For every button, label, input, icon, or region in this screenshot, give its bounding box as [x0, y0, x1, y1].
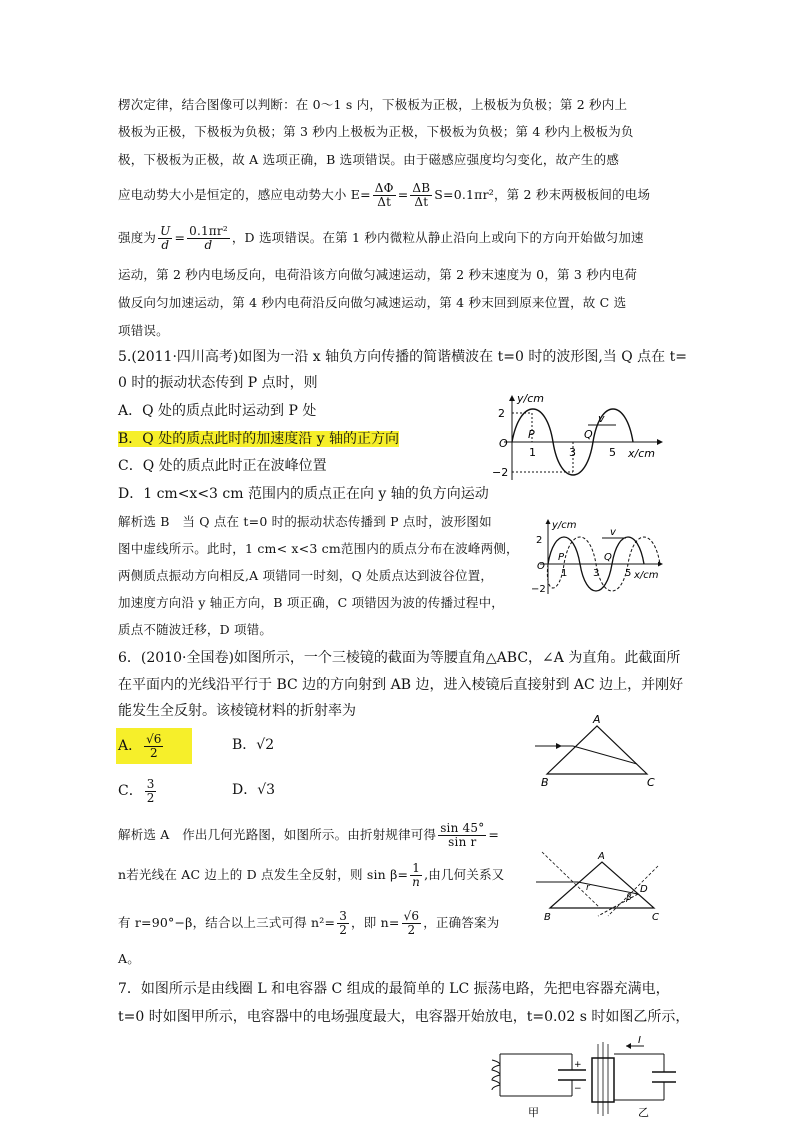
circuit-yi: [592, 1035, 676, 1119]
velocity-label: v: [610, 527, 616, 538]
y-min-label: −2: [492, 466, 509, 479]
vertex-a-label: A: [598, 851, 605, 862]
question-6-solution: A。: [118, 951, 140, 966]
y-axis-label: y/cm: [517, 392, 544, 405]
text-line: 运动，第 2 秒内电场反向，电荷沿该方向做匀减速运动，第 2 秒末速度为 0，第 3 秒内电荷: [118, 267, 638, 282]
question-5-solution: 加速度方向沿 y 轴正方向，B 项正确，C 项错因为波的传播过程中，: [118, 595, 505, 610]
question-5-option-c: C．Q 处的质点此时正在波峰位置: [118, 458, 327, 474]
text-line: 极板为正极，下极板为负极；第 3 秒内上极板为正极，下极板为负极；第 4 秒内上极板为负: [118, 124, 634, 139]
circuit-jia: [492, 1054, 586, 1119]
x-tick: 1: [529, 446, 536, 459]
point-d-label: D: [640, 884, 648, 895]
point-p-label: P: [558, 552, 565, 563]
x-axis-label: x/cm: [628, 447, 655, 460]
point-q-label: Q: [604, 552, 612, 563]
minus-label: −: [574, 1084, 582, 1094]
y-axis-label: y/cm: [552, 520, 577, 531]
y-min-label: −2: [531, 584, 546, 595]
x-axis-label: x/cm: [634, 570, 659, 581]
text-line-equation: 应电动势大小是恒定的，感应电动势大小 E= $\frac{\Delta\Phi}{\Delta t}$ = $\frac{\Delta B}{\Delta t}$ S=0.1πr²，第 2 秒末两极板间的电场: [118, 181, 651, 209]
wave-figure: [490, 390, 665, 488]
angle-r-label: r: [586, 883, 590, 893]
solution-prism-figure: [528, 850, 668, 922]
origin-label: O: [537, 561, 545, 572]
question-5-stem: 5.(2011·四川高考)如图为一沿 x 轴负方向传播的简谐横波在 t=0 时的波形图,当 Q 点在 t=: [118, 349, 687, 365]
question-6-option-a-highlighted: A． $\frac{√6}{2}$: [118, 731, 162, 760]
coil-icon: [492, 1060, 500, 1090]
normal-line: [542, 852, 600, 908]
question-6-stem: 能发生全反射。该棱镜材料的折射率为: [118, 703, 356, 719]
question-5-option-b-highlighted: B．Q 处的质点此时的加速度沿 y 轴的正方向: [118, 431, 400, 447]
text-line: 做反向匀加速运动，第 4 秒内电荷沿反向做匀减速运动，第 4 秒末回到原来位置，故 C 选: [118, 295, 627, 310]
x-tick: 3: [569, 446, 576, 459]
x-tick: 1: [561, 568, 568, 579]
prism-figure: [525, 712, 665, 788]
question-7-stem: t=0 时如图甲所示，电容器中的电场强度最大，电容器开始放电，t=0.02 s 时如图乙所示，: [118, 1009, 690, 1025]
text-line: 极，下极板为正极，故 A 选项正确，B 选项错误。由于磁感应强度均匀变化，故产生的感: [118, 152, 620, 167]
y-max-label: 2: [498, 407, 505, 420]
vertex-b-label: B: [541, 776, 549, 788]
x-tick: 5: [609, 446, 616, 459]
question-6-option-d: D．√3: [232, 782, 276, 798]
question-7-stem: 7．如图所示是由线圈 L 和电容器 C 组成的最简单的 LC 振荡电路，先把电容器充满电，: [118, 981, 670, 997]
text-line-equation: 强度为 $\frac{U}{d}$ = $\frac{\text{0.1πr²}}{d}$ ，D 选项错误。在第 1 秒内微粒从静止沿向上或向下的方向开始做匀加速: [118, 224, 644, 252]
y-max-label: 2: [536, 535, 543, 546]
question-6-solution: 解析选 A 作出几何光路图，如图所示。由折射规律可得 $\frac{\sin 45^\circ}{\text{sin r}}$ =: [118, 821, 500, 849]
question-6-solution: n若光线在 AC 边上的 D 点发生全反射，则 sin β= $\frac{1}{n}$ ,由几何关系又: [118, 861, 505, 889]
question-6-stem: 在平面内的光线沿平行于 BC 边的方向射到 AB 边，进入棱镜后直接射到 AC 边上，并刚好: [118, 677, 684, 693]
point-p-label: P: [528, 428, 535, 441]
question-5-solution: 质点不随波迁移，D 项错。: [118, 622, 273, 637]
prism-triangle: [550, 862, 654, 908]
question-6-option-c: C． $\frac{3}{2}$: [118, 776, 155, 805]
lc-circuit-figure: [488, 1034, 678, 1120]
figure-jia-label: 甲: [528, 1106, 539, 1119]
question-5-stem: 0 时的振动状态传到 P 点时，则: [118, 375, 318, 391]
angle-beta-label: β: [626, 893, 632, 903]
solution-wave-figure: [530, 516, 665, 598]
point-q-label: Q: [584, 428, 593, 441]
prism-triangle: [547, 726, 647, 774]
question-5-solution: 图中虚线所示。此时，1 cm< x<3 cm范围内的质点分布在波峰两侧，: [118, 541, 519, 556]
question-5-option-d: D．1 cm<x<3 cm 范围内的质点正在向 y 轴的负方向运动: [118, 486, 489, 502]
current-label: I: [638, 1035, 641, 1046]
question-5-solution: 解析选 B 当 Q 点在 t=0 时的振动状态传播到 P 点时，波形图如: [118, 514, 492, 529]
vertex-b-label: B: [544, 912, 551, 922]
x-tick: 5: [625, 568, 632, 579]
question-5-solution: 两侧质点振动方向相反,A 项错同一时刻，Q 处质点达到波谷位置，: [118, 568, 494, 583]
vertex-c-label: C: [652, 912, 659, 922]
figure-yi-label: 乙: [638, 1106, 649, 1119]
question-6-solution: 有 r=90°−β，结合以上三式可得 n²= $\frac{3}{2}$ ，即 n= $\frac{√6}{2}$ ，正确答案为: [118, 909, 500, 937]
plus-label: +: [574, 1060, 582, 1070]
x-tick: 3: [593, 568, 600, 579]
text-line: 项错误。: [118, 323, 169, 338]
question-5-option-a: A．Q 处的质点此时运动到 P 处: [118, 403, 317, 419]
vertex-a-label: A: [593, 713, 601, 726]
velocity-label: v: [598, 412, 605, 425]
vertex-c-label: C: [647, 776, 655, 788]
text-line: 楞次定律，结合图像可以判断：在 0～1 s 内，下极板为正极，上极板为负极；第 2 秒内上: [118, 97, 628, 112]
question-6-option-b: B．√2: [232, 737, 275, 753]
question-6-stem: 6．(2010·全国卷)如图所示，一个三棱镜的截面为等腰直角△ABC，∠A 为直角。此截面所: [118, 650, 681, 666]
origin-label: O: [499, 437, 508, 450]
